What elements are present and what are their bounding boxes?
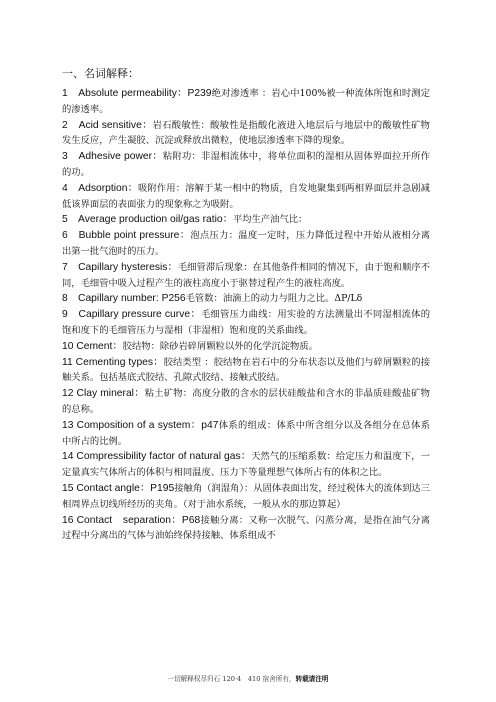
entry-definition: 毛管数：油滴上的动力与阻力之比。ΔP/Lδ — [185, 293, 363, 305]
glossary-entry-9 — [62, 307, 430, 339]
entry-definition: 天然气的压缩系数：给定压力和温度下，一定量真实气体所占的体积与相同温度、压力下等量理想气体所占有的体积之比。 — [62, 451, 430, 479]
glossary-entry-3 — [62, 149, 430, 181]
section-heading: 一、名词解释： — [62, 67, 139, 80]
entry-definition: 接触角（润湿角）：从固体表面出发，经过税体大的流体到达三相周界点切线所经历的夹角。（对于油水系统，一般从水的那边算起） — [62, 482, 430, 510]
entry-term: 9 Capillary pressure curve： — [62, 309, 201, 321]
entry-term: 16 Contact separation：P68 — [62, 514, 201, 526]
glossary-entry-2 — [62, 118, 430, 150]
page-footer — [0, 673, 496, 683]
entry-definition: 粘附功：非湿相流体中，将单位面积的湿相从固体界面拉开所作的功。 — [62, 151, 430, 178]
document-body — [62, 66, 430, 544]
glossary-entry-16 — [62, 513, 430, 545]
entry-term: 1 Absolute permeability：P239 — [62, 88, 212, 99]
entry-term: 10 Cement： — [62, 340, 123, 352]
entry-definition: 平均生产油气比： — [232, 214, 308, 226]
entry-definition: 粘土矿物：高度分散的含水的层状硅酸盐和含水的非晶质硅酸盐矿物的总称。 — [62, 388, 430, 415]
entry-definition: 胶结类型 ：胶结物在岩石中的分布状态以及他们与碎屑颗粒的接触关系。包括基底式胶结、孔隙式胶结、接触式胶结。 — [62, 356, 430, 384]
entry-term: 6 Bubble point pressure： — [62, 230, 191, 242]
entry-term: 4 Adsorption： — [62, 182, 139, 194]
entry-definition: 胶结物：除砂岩碎屑颗粒以外的化学沉淀物质。 — [122, 340, 318, 352]
entry-definition: 绝对渗透率 ：岩心中100%被一种流体所饱和时测定的渗透率。 — [62, 88, 430, 115]
glossary-entry-1 — [62, 86, 430, 118]
glossary-entry-5 — [62, 212, 430, 228]
entry-definition: 吸附作用：溶解于某一相中的物质，自发地聚集到两相界面层并急剧减低该界面层的表面张力的现象称之为吸附。 — [62, 182, 430, 210]
footer-text: 一切解释权尽归石 120·4 410 宿舍所有， — [167, 675, 296, 683]
footer-emphasis: 转载请注明 — [295, 675, 329, 683]
entry-definition: 体系的组成：体系中所含组分以及各组分在总体系中所占的比例。 — [62, 419, 430, 447]
entry-term: 2 Acid sensitive： — [62, 119, 153, 131]
glossary-entry-6 — [62, 228, 430, 260]
glossary-entry-12 — [62, 386, 430, 418]
entry-term: 8 Capillary number: P256 — [62, 293, 186, 305]
entry-term: 3 Adhesive power： — [62, 151, 163, 163]
entry-term: 15 Contact angle：P195 — [62, 482, 175, 494]
glossary-entry-13 — [62, 418, 430, 450]
entry-definition: 毛细管滞后现象：在其他条件相同的情况下，由于饱和顺序不同，毛细管中吸入过程产生的液柱高度小于驱替过程产生的液柱高度。 — [62, 261, 430, 289]
entry-definition: 泡点压力：温度一定时，压力降低过程中开始从液相分离出第一批气泡时的压力。 — [62, 230, 430, 257]
glossary-entry-15 — [62, 481, 430, 513]
glossary-entry-7 — [62, 260, 430, 292]
glossary-entry-10 — [62, 339, 430, 355]
glossary-entry-11 — [62, 355, 430, 387]
entry-term: 7 Capillary hysteresis： — [62, 261, 178, 273]
entry-definition: 毛细管压力曲线：用实验的方法测量出不同湿相流体的饱和度下的毛细管压力与湿相（非湿相）饱和度的关系曲线。 — [62, 309, 430, 336]
entry-term: 5 Average production oil/gas ratio： — [62, 214, 233, 226]
entry-term: 11 Cementing types： — [62, 356, 164, 368]
entry-term: 14 Compressibility factor of natural gas： — [62, 451, 252, 463]
entry-definition: 岩石酸敏性：酸敏性是指酸化液进入地层后与地层中的酸敏性矿物发生反应，产生凝胶、沉淀或释放出微粒，使地层渗透率下降的现象。 — [62, 119, 430, 147]
entry-term: 13 Composition of a system：p47 — [62, 419, 219, 431]
glossary-entry-14 — [62, 449, 430, 481]
glossary-entry-8 — [62, 291, 430, 307]
entry-term: 12 Clay mineral： — [62, 388, 145, 400]
glossary-entry-4 — [62, 181, 430, 213]
entry-definition: 接触分离：又称一次脱气、闪蒸分离，是指在油气分离过程中分离出的气体与油始终保持接触、体系组成不 — [62, 514, 430, 542]
